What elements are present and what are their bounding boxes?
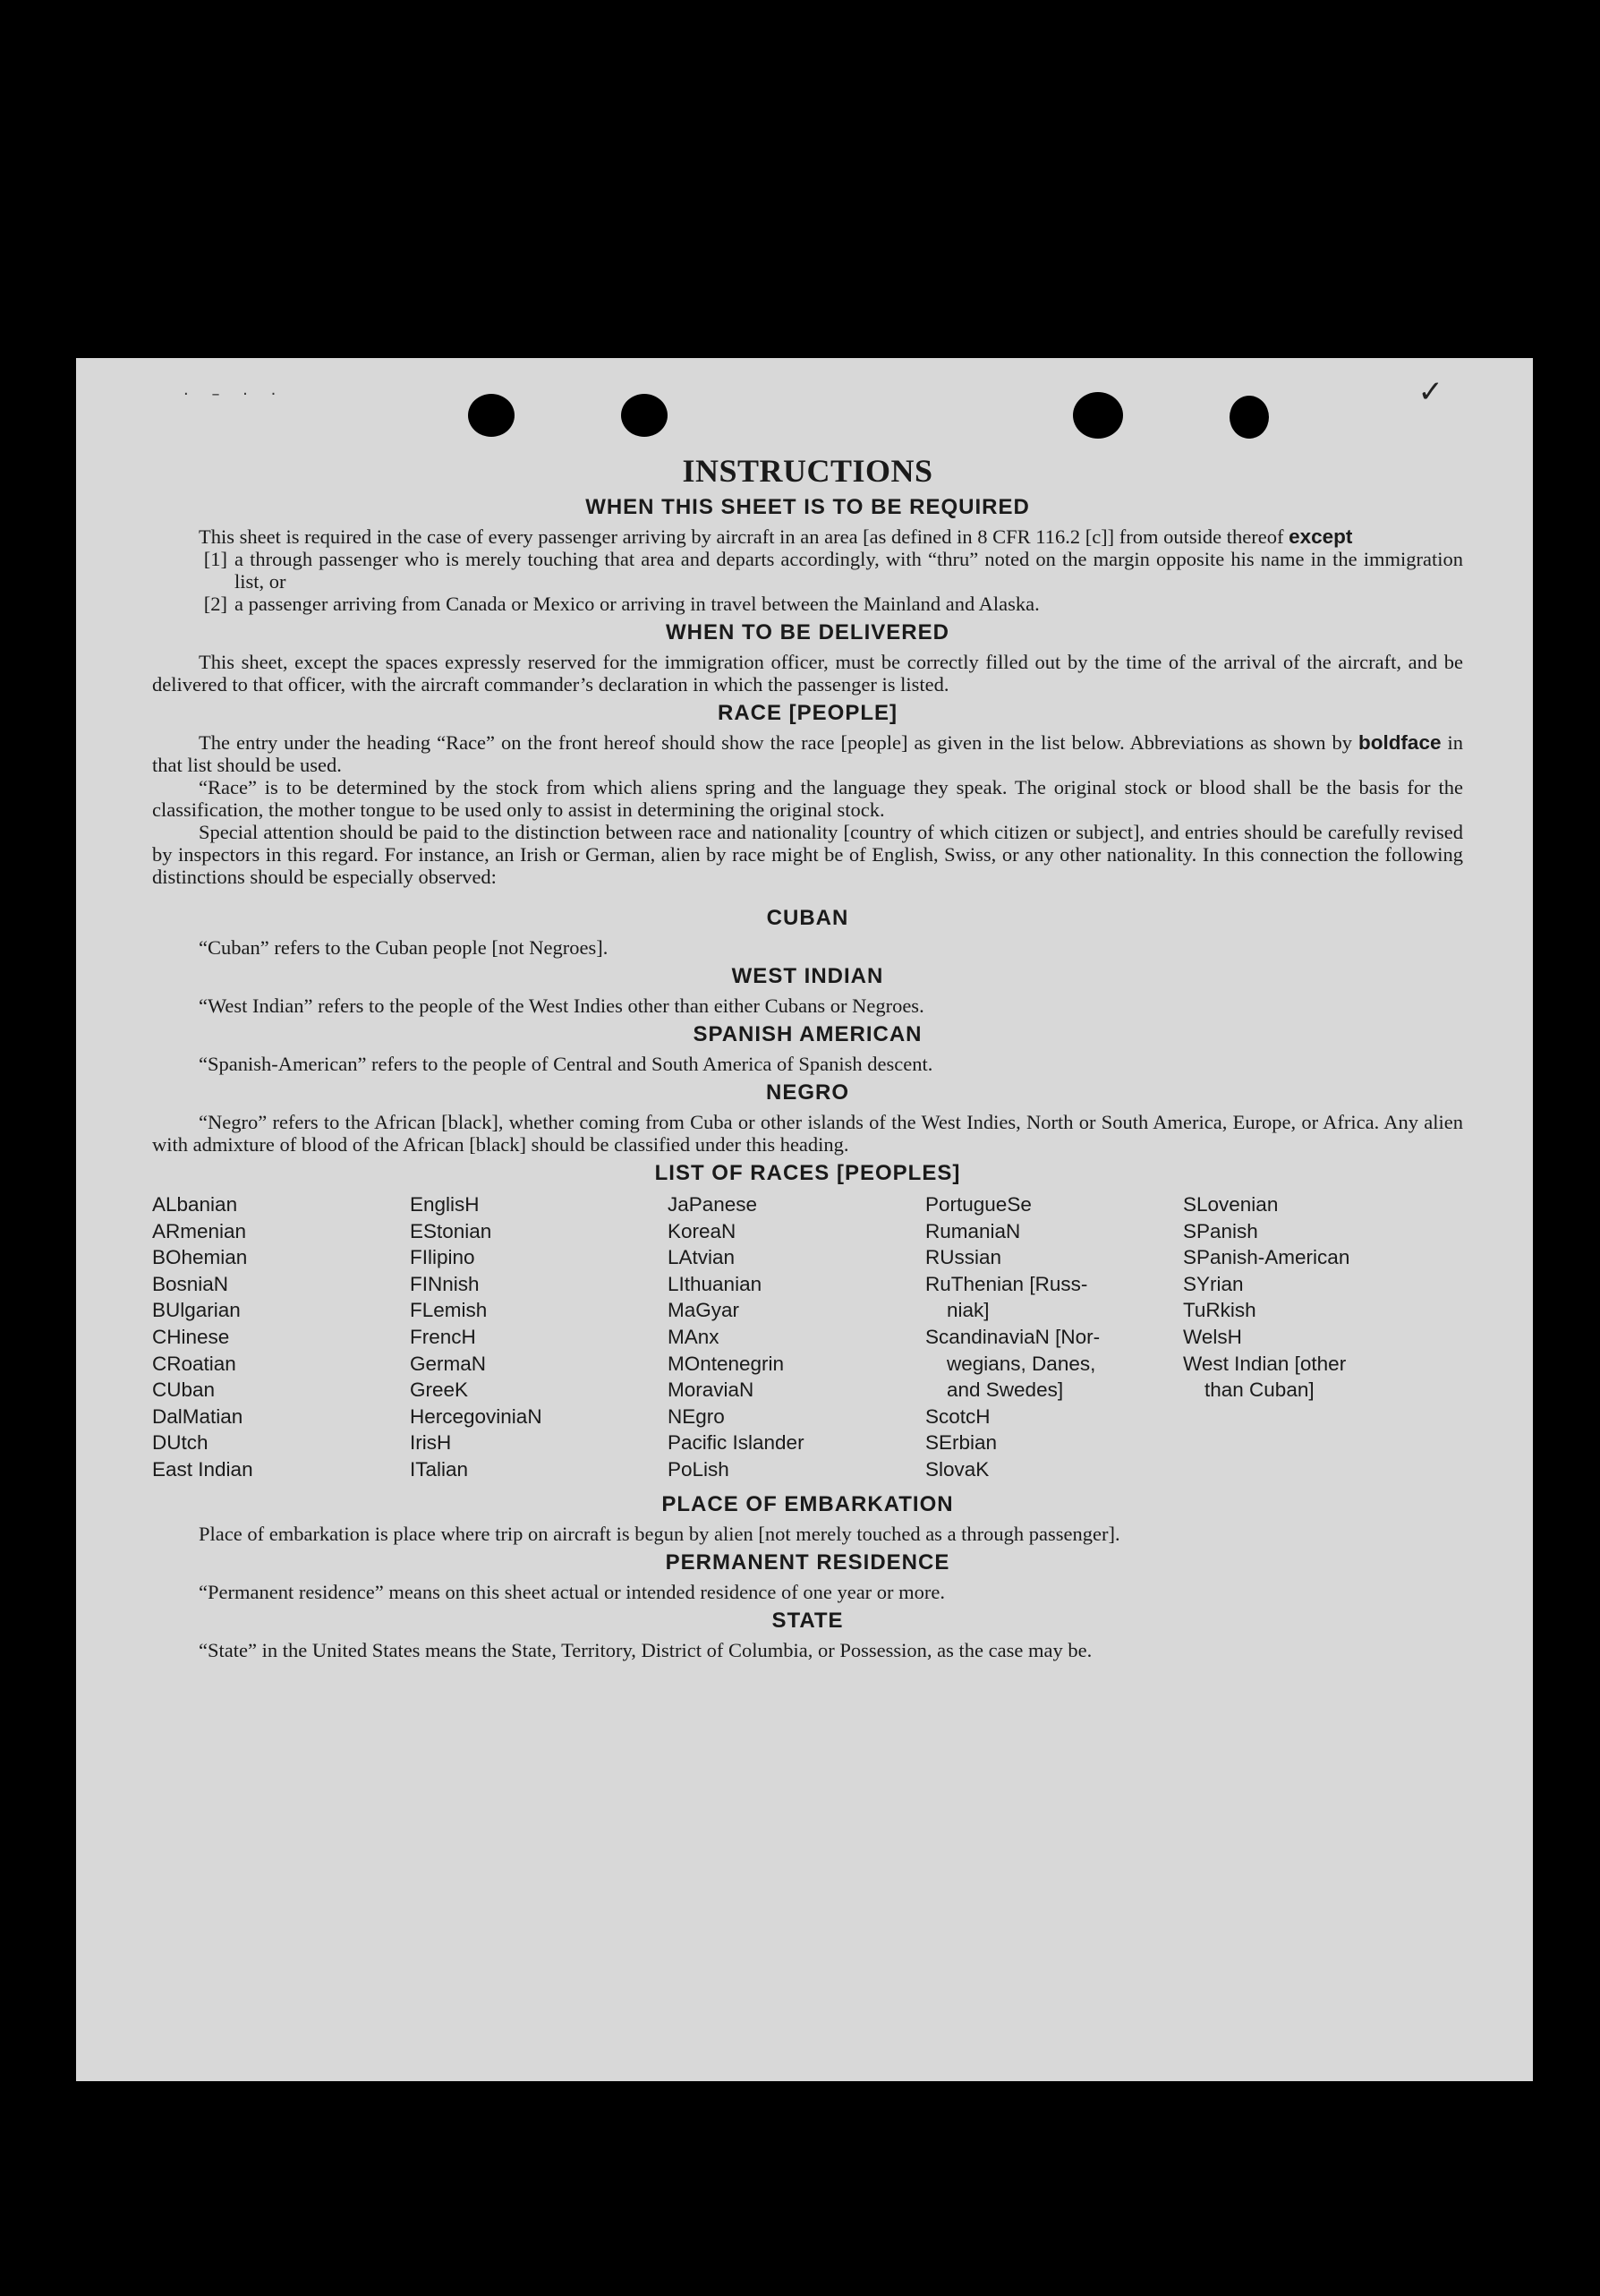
heading-embarkation: PLACE OF EMBARKATION (661, 1491, 954, 1516)
heading-delivered: WHEN TO BE DELIVERED (666, 620, 949, 644)
race-entry: ScotcH (925, 1404, 991, 1428)
race-entry: CUban (152, 1378, 216, 1402)
delivered-text: This sheet, except the spaces expressly reserved for the immigration officer, must be correctly filled out by the time of the arrival of the aircraft, and be delivered to that officer, with the aircraft commander’s declaration in which the passenger is listed. (152, 651, 1463, 696)
races-column (410, 1191, 668, 1483)
race-entry: SlovaK (925, 1457, 990, 1481)
race-entry: MoraviaN (668, 1378, 754, 1402)
race-entry: FrencH (410, 1325, 476, 1348)
race-entry-continued: wegians, Danes, (947, 1352, 1096, 1375)
west-indian-text: “West Indian” refers to the people of the West Indies other than either Cubans or Negroes. (199, 994, 924, 1017)
race-entry: West Indian [other (1183, 1352, 1347, 1375)
exception-number: [2] (203, 593, 227, 615)
race-entry: BOhemian (152, 1246, 248, 1269)
race-entry: MaGyar (668, 1299, 740, 1322)
exception-item (152, 548, 1463, 593)
exception-item (152, 593, 1463, 615)
heading-cuban: CUBAN (766, 906, 849, 930)
race-entry: KoreaN (668, 1219, 736, 1242)
races-column (668, 1191, 925, 1483)
race-entry: ARmenian (152, 1219, 247, 1242)
race-entry: RuThenian [Russ- (925, 1272, 1088, 1295)
race-entry: SErbian (925, 1431, 998, 1455)
races-column (1183, 1191, 1441, 1483)
race-entry: PoLish (668, 1457, 729, 1481)
race-entry: BosniaN (152, 1272, 229, 1295)
heading-state: STATE (771, 1608, 844, 1633)
race-entry: SPanish-American (1183, 1246, 1350, 1269)
required-intro-text: This sheet is required in the case of every passenger arriving by aircraft in an area [as defined in 8 CFR 116.2 [c]] from outside thereof (199, 525, 1289, 548)
race-entry: EnglisH (410, 1193, 480, 1216)
race-entry: LIthuanian (668, 1272, 762, 1295)
race-entry: FLemish (410, 1299, 488, 1322)
race-entry: DalMatian (152, 1404, 243, 1428)
paper-specks: · – · · (183, 385, 285, 404)
race-entry: CRoatian (152, 1352, 236, 1375)
race-entry: PortugueSe (925, 1193, 1032, 1216)
spanish-american-text: “Spanish-American” refers to the people of Central and South America of Spanish descent. (199, 1053, 933, 1075)
race-entry: ScandinaviaN [Nor- (925, 1325, 1101, 1348)
race-entry: JaPanese (668, 1193, 758, 1216)
race-entry: RUssian (925, 1246, 1002, 1269)
race-entry: FINnish (410, 1272, 480, 1295)
embarkation-text: Place of embarkation is place where trip on aircraft is begun by alien [not merely touched as a through passenger]. (199, 1522, 1120, 1545)
race-entry: BUlgarian (152, 1299, 241, 1322)
page-title: INSTRUCTIONS (682, 453, 933, 489)
instruction-sheet (76, 358, 1533, 2081)
race-p1-text: The entry under the heading “Race” on the front hereof should show the race [people] as given in the list below. Abbreviations as shown by (199, 731, 1358, 754)
race-entry: EStonian (410, 1219, 492, 1242)
race-entry: Pacific Islander (668, 1431, 804, 1455)
race-paragraph-1 (152, 731, 1463, 776)
race-entry: ITalian (410, 1457, 469, 1481)
race-entry: GreeK (410, 1378, 469, 1402)
race-entry: East Indian (152, 1457, 253, 1481)
instructions-content (152, 452, 1463, 1661)
heading-race: RACE [PEOPLE] (717, 701, 898, 725)
exception-text: a through passenger who is merely touching that area and departs accordingly, with “thru” noted on the margin opposite his name in the immigration list, or (234, 548, 1463, 593)
race-entry: CHinese (152, 1325, 230, 1348)
heading-west-indian: WEST INDIAN (731, 964, 884, 988)
exception-number: [1] (203, 548, 227, 570)
race-entry: NEgro (668, 1404, 725, 1428)
race-entry-continued: niak] (947, 1299, 990, 1322)
race-entry: TuRkish (1183, 1299, 1256, 1322)
race-entry: MAnx (668, 1325, 719, 1348)
race-entry: GermaN (410, 1352, 487, 1375)
race-entry: WelsH (1183, 1325, 1242, 1348)
required-except: except (1289, 525, 1353, 548)
race-entry: SPanish (1183, 1219, 1258, 1242)
races-list (152, 1191, 1463, 1483)
race-entry: MOntenegrin (668, 1352, 785, 1375)
race-boldface-word: boldface (1357, 731, 1442, 754)
heading-required: WHEN THIS SHEET IS TO BE REQUIRED (585, 495, 1030, 519)
race-entry-continued: than Cuban] (1204, 1378, 1315, 1402)
race-entry: RumaniaN (925, 1219, 1021, 1242)
punch-hole (468, 394, 515, 437)
punch-hole (1230, 396, 1269, 439)
race-entry: DUtch (152, 1431, 209, 1455)
race-entry: SYrian (1183, 1272, 1244, 1295)
heading-residence: PERMANENT RESIDENCE (665, 1549, 950, 1575)
race-paragraph-3: Special attention should be paid to the distinction between race and nationality [country of which citizen or subject], and entries should be carefully revised by inspectors in this regard. For instance, an Irish or German, alien by race might be of English, Swiss, or any other nationality. In this connection the following distinctions should be especially observed: (152, 821, 1463, 888)
race-entry-continued: and Swedes] (947, 1378, 1064, 1402)
cuban-text: “Cuban” refers to the Cuban people [not Negroes]. (199, 936, 609, 959)
races-column (925, 1191, 1183, 1483)
heading-negro: NEGRO (765, 1080, 849, 1105)
exception-text: a passenger arriving from Canada or Mexico or arriving in travel between the Mainland and Alaska. (234, 593, 1040, 615)
punch-hole (621, 394, 668, 437)
races-column (152, 1191, 410, 1483)
residence-text: “Permanent residence” means on this sheet actual or intended residence of one year or more. (199, 1580, 946, 1603)
race-entry: ALbanian (152, 1193, 238, 1216)
race-entry: FIlipino (410, 1246, 475, 1269)
race-paragraph-2: “Race” is to be determined by the stock from which aliens spring and the language they speak. The original stock or blood shall be the basis for the classification, the mother tongue to be used only to assist in determining the original stock. (152, 776, 1463, 821)
race-entry: SLovenian (1183, 1193, 1279, 1216)
negro-text: “Negro” refers to the African [black], whether coming from Cuba or other islands of the West Indies, North or South America, Europe, or Africa. Any alien with admixture of blood of the African [black] should be classified under this heading. (152, 1111, 1463, 1156)
race-p1-text-end: in that list should be used. (152, 731, 1463, 776)
race-entry: IrisH (410, 1431, 452, 1455)
heading-spanish-american: SPANISH AMERICAN (693, 1022, 923, 1046)
check-mark-icon: ✓ (1417, 374, 1443, 410)
punch-hole (1073, 392, 1123, 439)
heading-races-list: LIST OF RACES [PEOPLES] (654, 1161, 961, 1185)
state-text: “State” in the United States means the State, Territory, District of Columbia, or Possession, as the case may be. (199, 1638, 1093, 1661)
race-entry: HercegoviniaN (410, 1404, 542, 1428)
required-intro (152, 525, 1463, 548)
race-entry: LAtvian (668, 1246, 736, 1269)
